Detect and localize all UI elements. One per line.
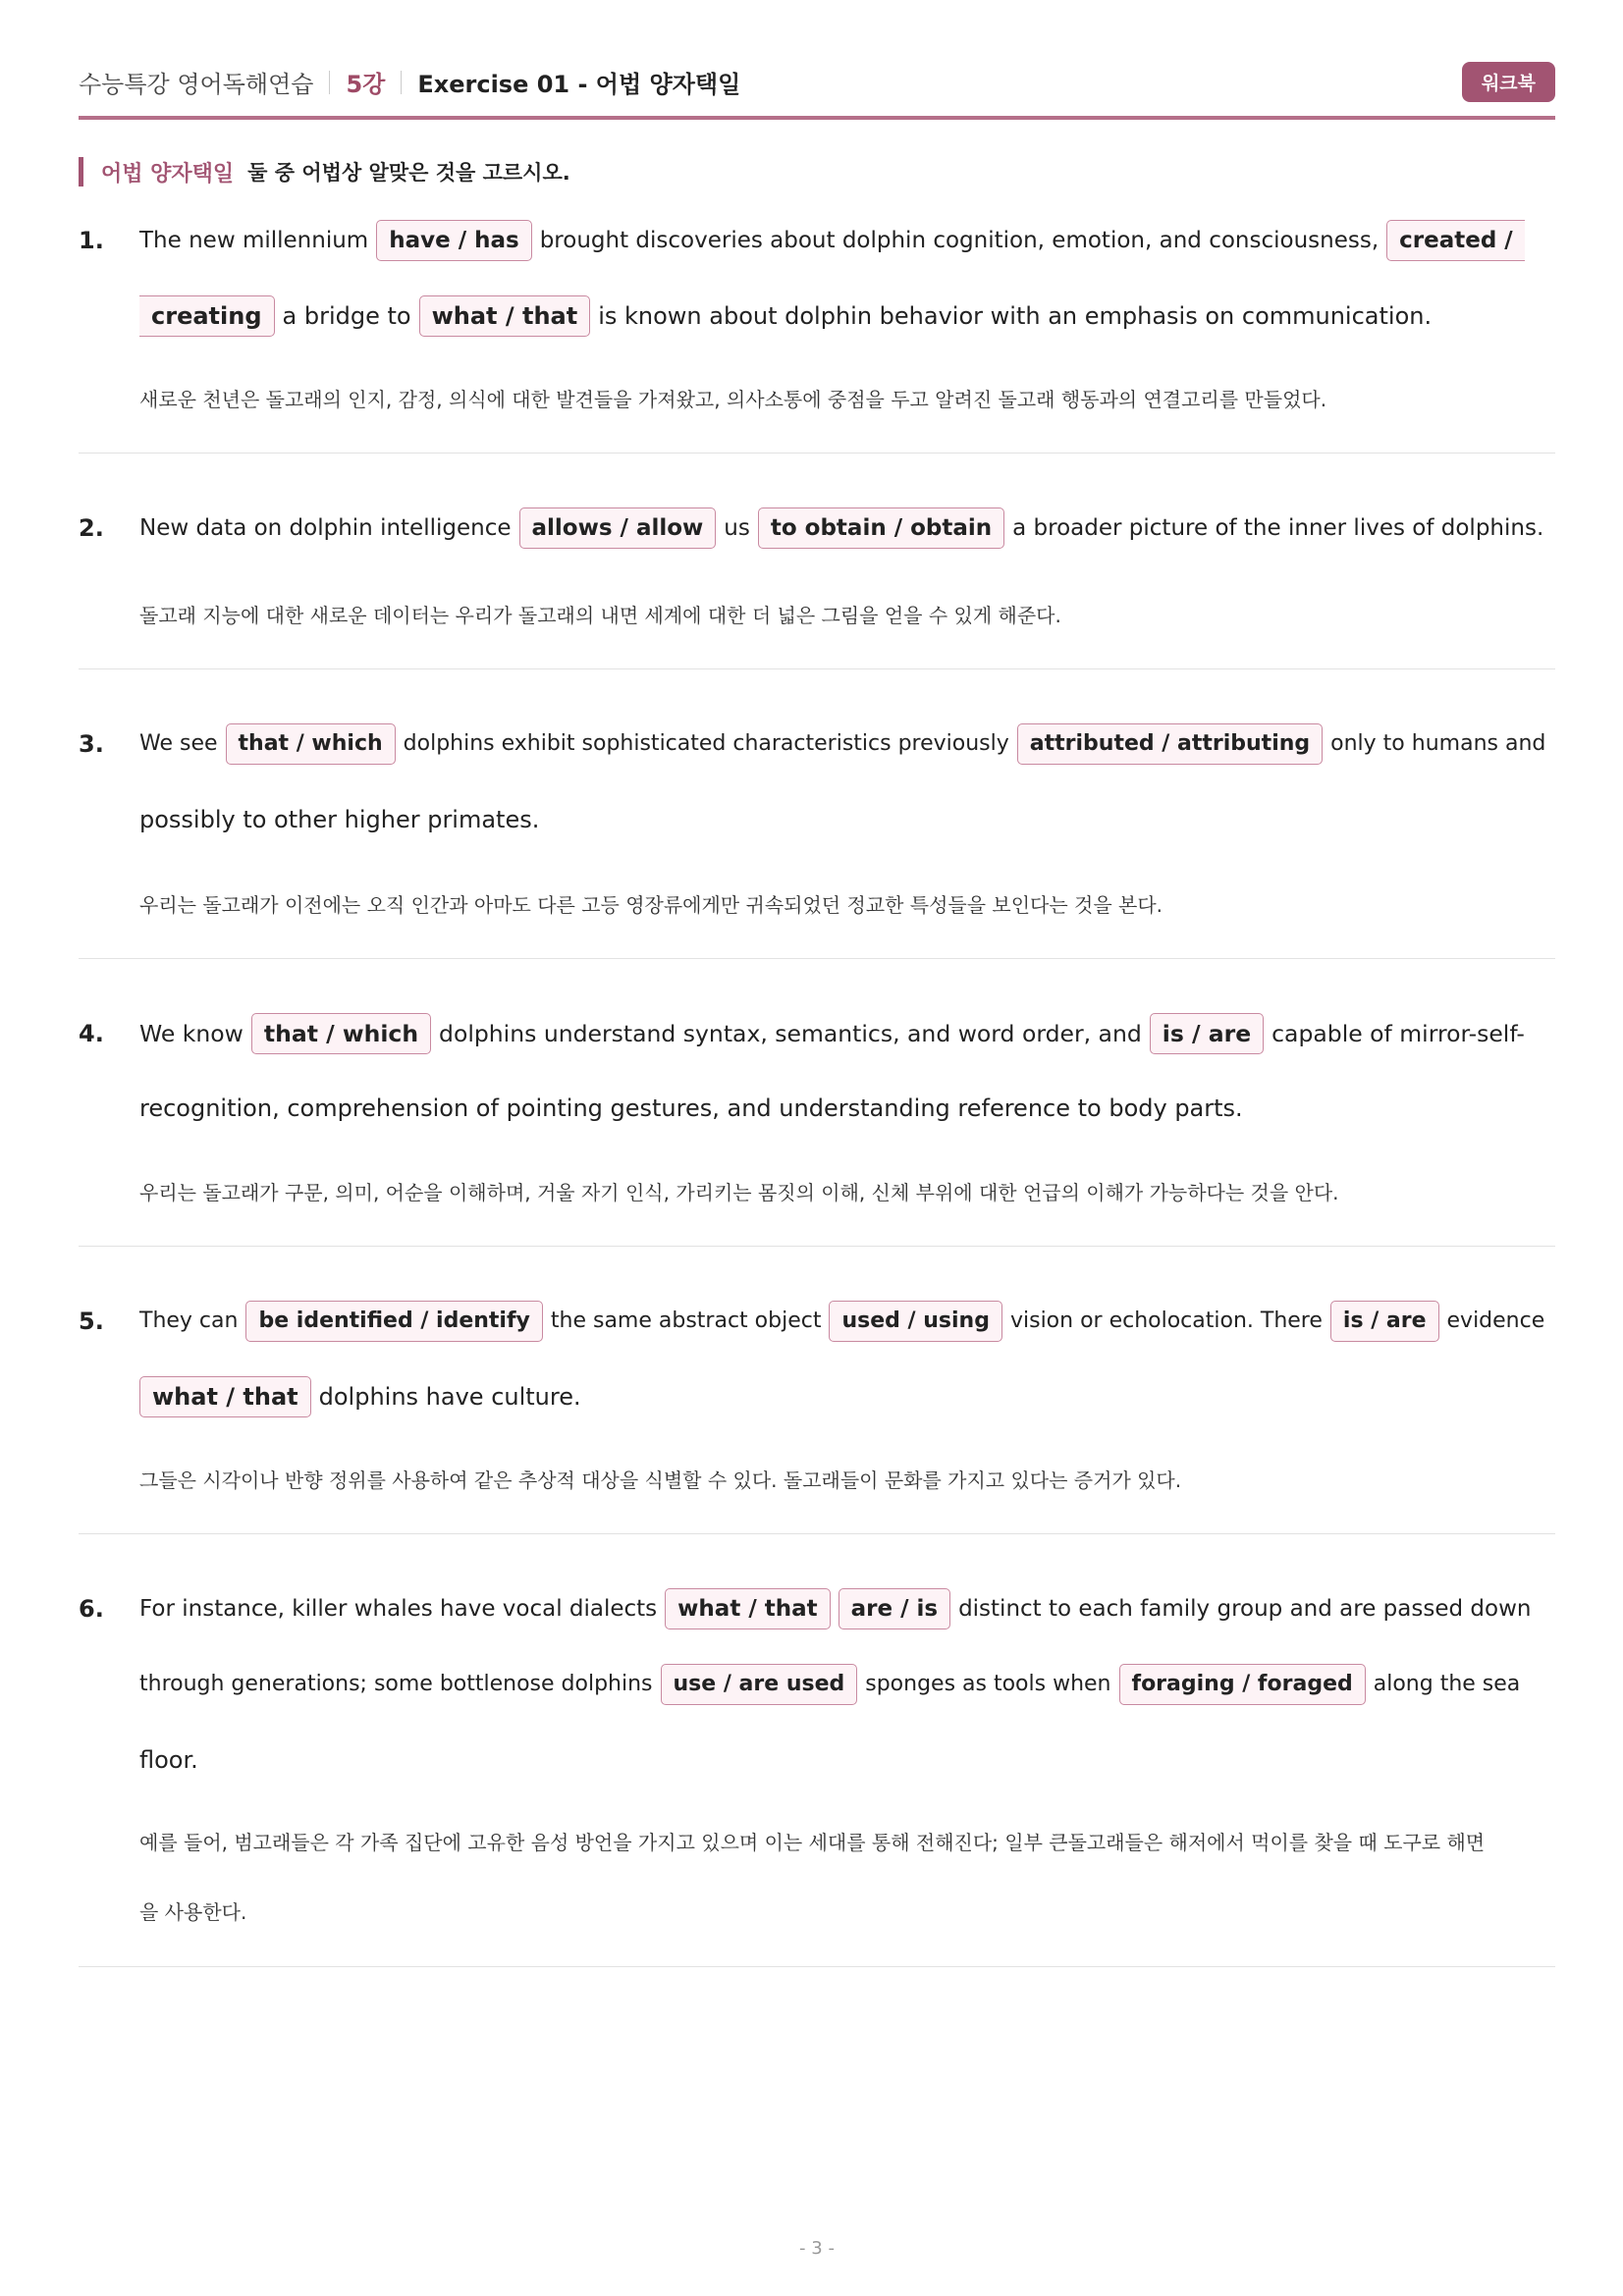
question-number: 1.: [79, 227, 104, 254]
choice-box[interactable]: have / has: [376, 220, 532, 261]
question-line: [139, 294, 1439, 339]
question-line: [139, 721, 1553, 767]
korean-translation: 돌고래 지능에 대한 새로운 데이터는 우리가 돌고래의 내면 세계에 대한 더 넓은 그림을 얻을 수 있게 해준다.: [139, 604, 1061, 627]
instruction-label: 어법 양자택일: [101, 161, 235, 187]
sentence-text: dolphins have culture.: [318, 1383, 581, 1411]
sentence-text: capable of mirror-self-: [1271, 1020, 1525, 1047]
sentence-text: We know: [139, 1020, 243, 1047]
sentence-text: a bridge to: [282, 302, 411, 330]
sentence-text: evidence: [1446, 1308, 1545, 1333]
choice-box[interactable]: foraging / foraged: [1119, 1664, 1366, 1705]
instruction: [79, 157, 570, 187]
choice-box[interactable]: created /: [1386, 220, 1525, 261]
question-divider: [79, 1533, 1555, 1534]
instruction-text: 둘 중 어법상 알맞은 것을 고르시오.: [247, 161, 570, 185]
sentence-text: recognition, comprehension of pointing gestures, and understanding reference to body parts.: [139, 1095, 1243, 1122]
sentence-text: The new millennium: [139, 228, 369, 253]
breadcrumb-divider: [401, 71, 402, 94]
question-line: [139, 506, 1551, 551]
choice-box[interactable]: attributed / attributing: [1017, 723, 1323, 765]
question-line: [139, 797, 547, 842]
sentence-text: floor.: [139, 1746, 198, 1774]
course-name: 수능특강 영어독해연습: [79, 71, 314, 98]
sentence-text: us: [724, 515, 750, 541]
sentence-text: For instance, killer whales have vocal dialects: [139, 1596, 658, 1622]
question-line: [139, 218, 1533, 263]
question-number: 5.: [79, 1308, 104, 1335]
choice-box[interactable]: what / that: [665, 1588, 830, 1629]
question-line: [139, 1011, 1533, 1056]
breadcrumb-divider: [329, 71, 330, 94]
korean-translation: 그들은 시각이나 반향 정위를 사용하여 같은 추상적 대상을 식별할 수 있다. 돌고래들이 문화를 가지고 있다는 증거가 있다.: [139, 1468, 1182, 1492]
sentence-text: brought discoveries about dolphin cognition, emotion, and consciousness,: [539, 228, 1380, 253]
sentence-text: dolphins understand syntax, semantics, and word order, and: [439, 1020, 1142, 1047]
sentence-text: through generations; some bottlenose dolphins: [139, 1672, 653, 1696]
choice-box[interactable]: to obtain / obtain: [758, 507, 1004, 549]
header-rule: [79, 116, 1555, 120]
sentence-text: along the sea: [1373, 1672, 1521, 1696]
sentence-text: New data on dolphin intelligence: [139, 515, 512, 541]
question-divider: [79, 453, 1555, 454]
question-number: 6.: [79, 1595, 104, 1623]
korean-translation: 우리는 돌고래가 이전에는 오직 인간과 아마도 다른 고등 영장류에게만 귀속되었던 정교한 특성들을 보인다는 것을 본다.: [139, 893, 1163, 917]
sentence-text: possibly to other higher primates.: [139, 806, 540, 833]
page-number: - 3 -: [799, 2238, 835, 2259]
korean-translation: 을 사용한다.: [139, 1900, 247, 1924]
sentence-text: is known about dolphin behavior with an emphasis on communication.: [598, 302, 1433, 330]
question-line: [139, 1086, 1251, 1131]
choice-box[interactable]: used / using: [829, 1301, 1002, 1342]
question-divider: [79, 1246, 1555, 1247]
sentence-text: vision or echolocation. There: [1009, 1308, 1323, 1333]
question-line: [139, 1374, 589, 1419]
lesson-number: 5강: [346, 71, 386, 98]
question-number: 4.: [79, 1020, 104, 1047]
korean-translation: 새로운 천년은 돌고래의 인지, 감정, 의식에 대한 발견들을 가져왔고, 의사소통에 중점을 두고 알려진 돌고래 행동과의 연결고리를 만들었다.: [139, 388, 1327, 411]
question-line: [139, 1737, 206, 1783]
question-line: [139, 1662, 1528, 1707]
instruction-accent-bar: [79, 157, 83, 187]
sentence-text: sponges as tools when: [865, 1672, 1111, 1696]
sentence-text: distinct to each family group and are passed down: [958, 1596, 1532, 1622]
breadcrumb: [79, 65, 740, 99]
choice-box[interactable]: what / that: [139, 1376, 311, 1417]
choice-box[interactable]: creating: [139, 295, 275, 337]
question-divider: [79, 1966, 1555, 1967]
workbook-badge: 워크북: [1462, 62, 1555, 102]
exercise-title: Exercise 01 - 어법 양자택일: [417, 71, 741, 98]
choice-box[interactable]: be identified / identify: [245, 1301, 542, 1342]
choice-box[interactable]: is / are: [1330, 1301, 1439, 1342]
sentence-text: a broader picture of the inner lives of dolphins.: [1012, 515, 1544, 541]
question-line: [139, 1586, 1539, 1631]
worksheet-page: [79, 0, 1555, 2259]
question-divider: [79, 668, 1555, 669]
korean-translation: 예를 들어, 범고래들은 각 가족 집단에 고유한 음성 방언을 가지고 있으며 이는 세대를 통해 전해진다; 일부 큰돌고래들은 해저에서 먹이를 찾을 때 도구로 해면: [139, 1831, 1486, 1854]
question-divider: [79, 958, 1555, 959]
choice-box[interactable]: is / are: [1150, 1013, 1264, 1054]
question-line: [139, 1299, 1552, 1344]
question-number: 3.: [79, 730, 104, 758]
korean-translation: 우리는 돌고래가 구문, 의미, 어순을 이해하며, 거울 자기 인식, 가리키는 몸짓의 이해, 신체 부위에 대한 언급의 이해가 가능하다는 것을 안다.: [139, 1181, 1339, 1204]
sentence-text: We see: [139, 731, 218, 756]
choice-box[interactable]: use / are used: [661, 1664, 858, 1705]
choice-box[interactable]: that / which: [226, 723, 396, 765]
sentence-text: only to humans and: [1330, 731, 1546, 756]
sentence-text: the same abstract object: [550, 1308, 822, 1333]
sentence-text: dolphins exhibit sophisticated characteristics previously: [403, 731, 1009, 756]
question-number: 2.: [79, 514, 104, 542]
choice-box[interactable]: are / is: [839, 1588, 950, 1629]
choice-box[interactable]: what / that: [419, 295, 591, 337]
sentence-text: They can: [139, 1308, 239, 1333]
page-header: [79, 0, 1555, 120]
choice-box[interactable]: allows / allow: [519, 507, 717, 549]
choice-box[interactable]: that / which: [251, 1013, 431, 1054]
